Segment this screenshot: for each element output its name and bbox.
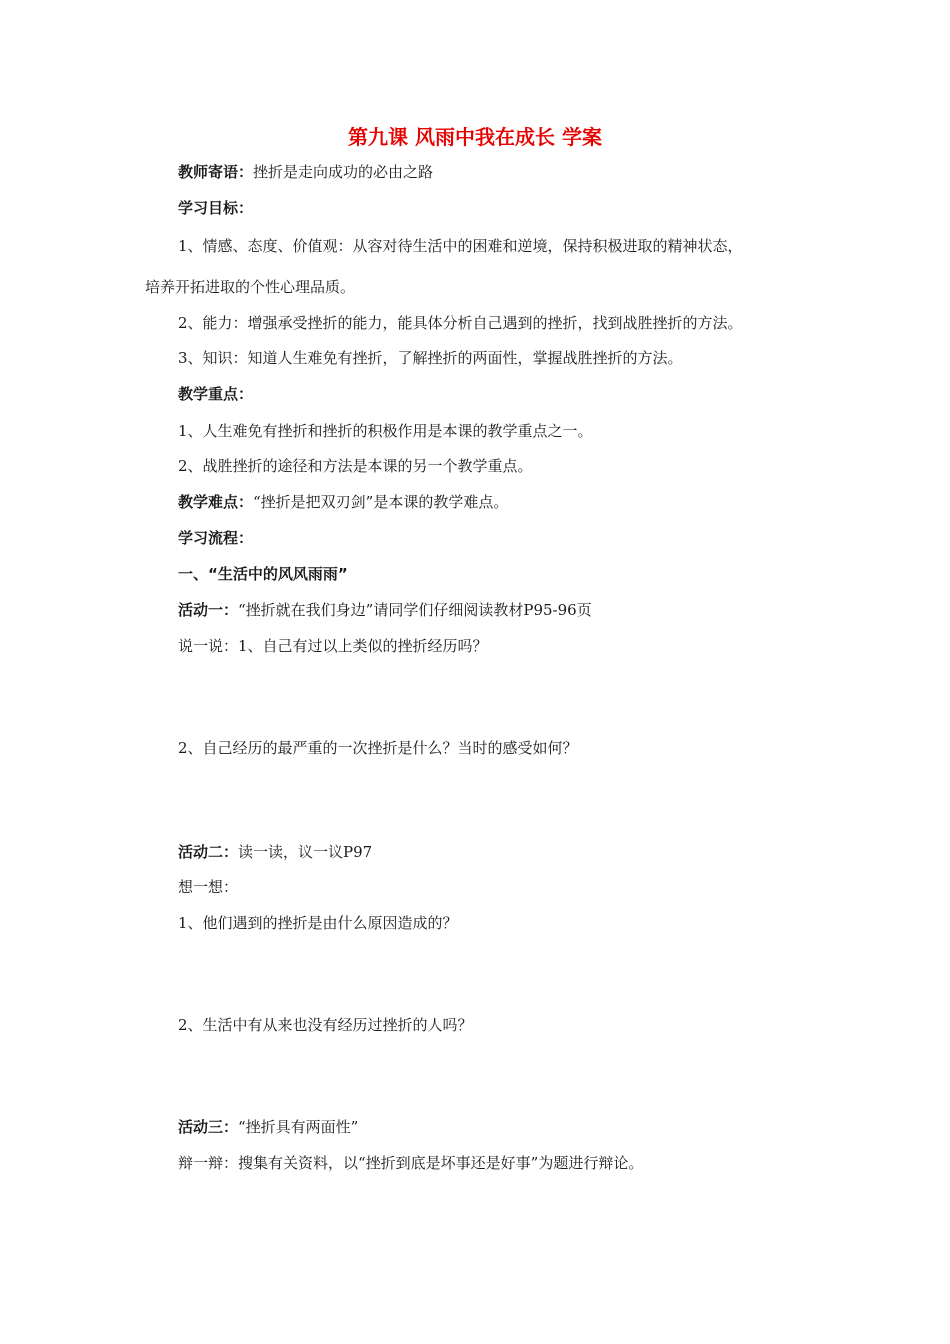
key-point-2: 2、战胜挫折的途径和方法是本课的另一个教学重点。 [178, 457, 533, 475]
objectives-heading: 学习目标： [178, 199, 254, 217]
activity-2-text: 读一读，议一议P97 [238, 843, 373, 861]
activity-1-label: 活动一： [178, 601, 239, 619]
activity-2-question-2: 2、生活中有从来也没有经历过挫折的人吗？ [178, 1016, 473, 1034]
teacher-words-label: 教师寄语： [178, 163, 254, 181]
activity-1 [178, 600, 592, 620]
teacher-words [178, 162, 433, 182]
activity-2-label: 活动二： [178, 843, 239, 861]
difficulty-text: “挫折是把双刃剑”是本课的教学难点。 [253, 493, 509, 511]
teacher-words-text: 挫折是走向成功的必由之路 [253, 163, 434, 181]
objective-2: 2、能力：增强承受挫折的能力，能具体分析自己遇到的挫折，找到战胜挫折的方法。 [178, 314, 743, 332]
activity-3-label: 活动三： [178, 1118, 239, 1136]
activity-3 [178, 1117, 358, 1137]
section-1-heading: 一、“生活中的风风雨雨” [178, 565, 348, 583]
process-heading: 学习流程： [178, 529, 254, 547]
activity-3-text: “挫折具有两面性” [238, 1118, 359, 1136]
activity-2-think: 想一想： [178, 878, 239, 896]
difficulty [178, 492, 508, 512]
activity-2-question-1: 1、他们遇到的挫折是由什么原因造成的？ [178, 914, 458, 932]
lesson-title: 第九课 风雨中我在成长 学案 [348, 125, 602, 149]
activity-2 [178, 842, 372, 862]
activity-1-question-1: 说一说：1、自己有过以上类似的挫折经历吗？ [178, 637, 488, 655]
key-points-heading: 教学重点： [178, 385, 254, 403]
activity-3-debate: 辩一辩：搜集有关资料，以“挫折到底是坏事还是好事”为题进行辩论。 [178, 1154, 644, 1172]
activity-1-text: “挫折就在我们身边”请同学们仔细阅读教材P95-96页 [238, 601, 592, 619]
key-point-1: 1、人生难免有挫折和挫折的积极作用是本课的教学重点之一。 [178, 422, 593, 440]
activity-1-question-2: 2、自己经历的最严重的一次挫折是什么？当时的感受如何？ [178, 739, 578, 757]
objective-1-line-1: 1、情感、态度、价值观：从容对待生活中的困难和逆境，保持积极进取的精神状态， [178, 237, 743, 255]
difficulty-label: 教学难点： [178, 493, 254, 511]
objective-1-line-2: 培养开拓进取的个性心理品质。 [145, 278, 356, 296]
objective-3: 3、知识：知道人生难免有挫折，了解挫折的两面性，掌握战胜挫折的方法。 [178, 349, 683, 367]
